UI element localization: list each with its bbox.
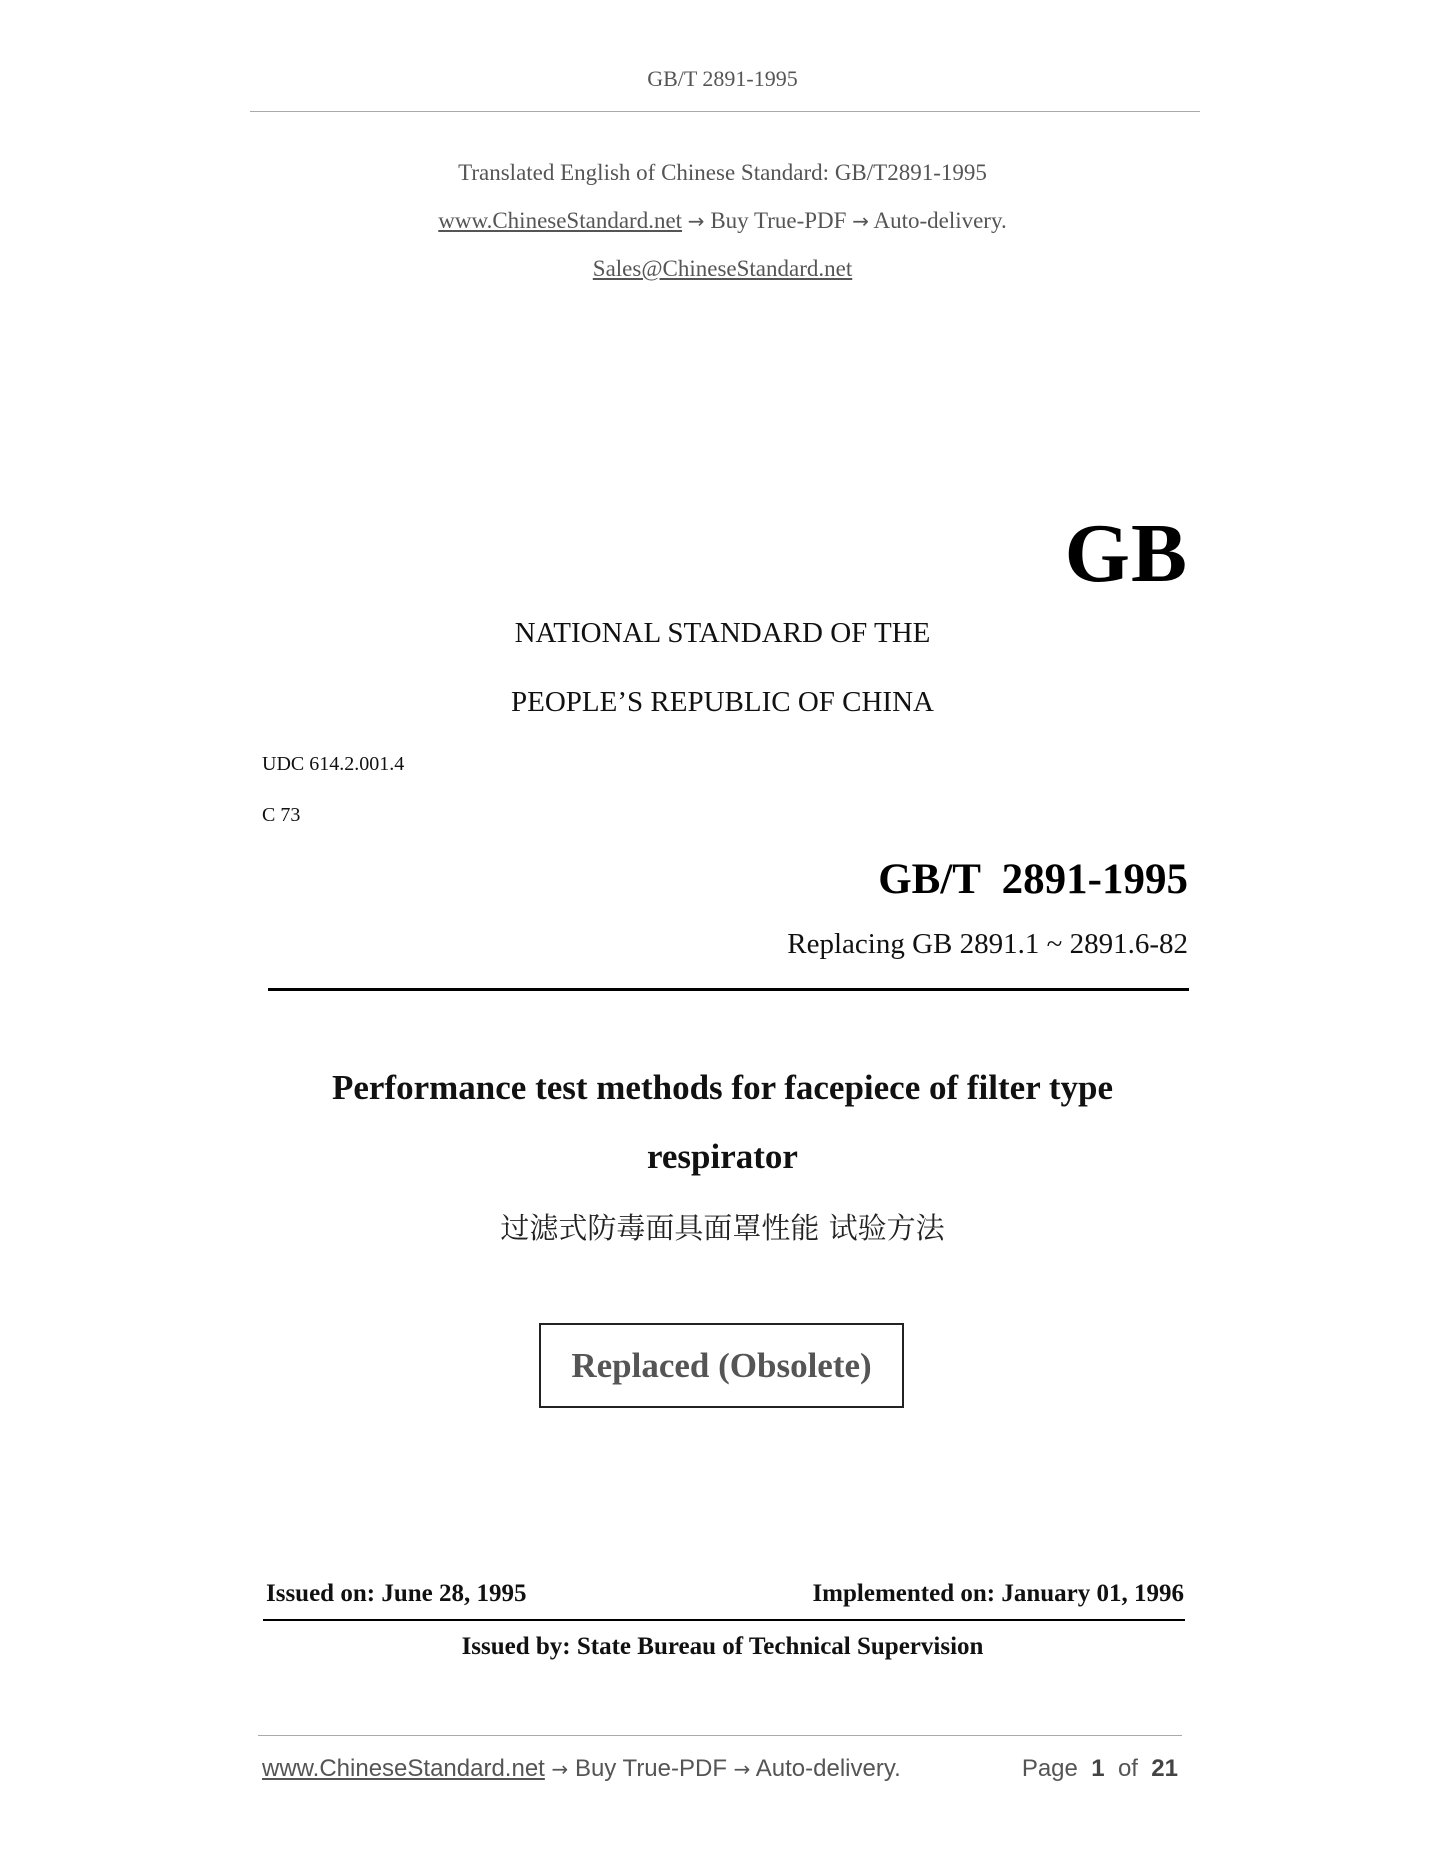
page-indicator [1022,1755,1178,1783]
footer-divider [258,1735,1182,1736]
gb-mark: GB [1064,507,1188,600]
delivery-text: Auto-delivery. [873,208,1007,233]
title-cn: 过滤式防毒面具面罩性能 试验方法 [500,1211,945,1245]
issue-divider [263,1619,1185,1621]
issued-by: Issued by: State Bureau of Technical Supervision [461,1633,984,1660]
website-link[interactable]: www.ChineseStandard.net [438,208,683,233]
main-divider [268,988,1189,991]
national-standard-line2: PEOPLE’S REPUBLIC OF CHINA [511,686,934,718]
running-header: GB/T 2891-1995 [647,66,798,91]
footer-purchase-line [262,1755,901,1783]
footer-buy-text: Buy True-PDF [574,1755,727,1782]
page-total: 21 [1151,1755,1178,1782]
implemented-on-date: Implemented on: January 01, 1996 [812,1580,1184,1607]
footer-website-link[interactable]: www.ChineseStandard.net [262,1755,545,1782]
issued-on-date: Issued on: June 28, 1995 [266,1580,527,1607]
arrow-right-icon: → [551,1757,569,1781]
arrow-right-icon: → [733,1757,751,1781]
sales-email-link[interactable]: Sales@ChineseStandard.net [592,256,853,281]
page-current: 1 [1091,1755,1105,1782]
standard-code: GB/T 2891-1995 [878,856,1188,903]
translation-notice: Translated English of Chinese Standard: GB/T2891-1995 [458,160,987,185]
title-en-line2: respirator [647,1137,798,1176]
sales-line [0,256,1445,282]
header-divider [250,111,1200,112]
arrow-right-icon: → [852,209,869,233]
purchase-line [0,208,1445,234]
title-en-line1: Performance test methods for facepiece of filter type [331,1068,1114,1107]
arrow-right-icon: → [687,209,705,233]
ccs-code: C 73 [262,804,301,826]
status-badge: Replaced (Obsolete) [539,1323,904,1408]
replacing-note: Replacing GB 2891.1 ~ 2891.6-82 [787,928,1188,960]
udc-code: UDC 614.2.001.4 [262,753,405,775]
footer-delivery-text: Auto-delivery. [755,1755,901,1782]
national-standard-line1: NATIONAL STANDARD OF THE [514,617,931,649]
buy-text: Buy True-PDF [710,208,847,233]
page-label: Page [1021,1755,1078,1782]
page-of: of [1117,1755,1138,1782]
